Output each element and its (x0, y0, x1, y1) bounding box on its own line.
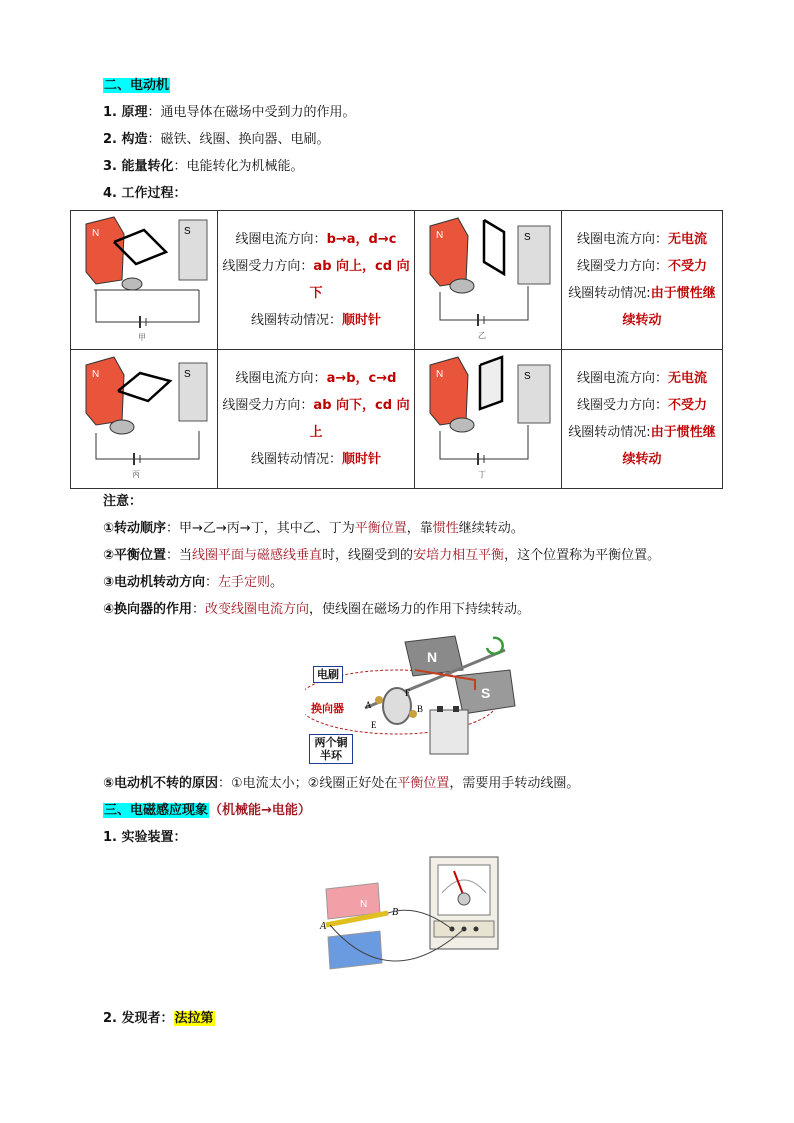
rotation-arrow-icon (487, 638, 503, 654)
note-highlight: 惯性 (432, 521, 459, 536)
note-text: ： (205, 575, 219, 590)
figure-cell-yi (415, 211, 562, 350)
force-value: ab 向下，cd 向上 (309, 398, 410, 440)
magnet-n-label: N (427, 649, 438, 665)
notes-title: 注意： (103, 494, 143, 509)
note-text: ：①电流太小；②线圈正好处在 (218, 776, 398, 791)
discoverer-label: 2. 发现者 (103, 1011, 161, 1026)
state-cell-jia (218, 211, 415, 350)
structure-line (103, 131, 330, 149)
note-label: ⑤电动机不转的原因 (103, 776, 219, 791)
note-highlight: 平衡位置 (354, 521, 407, 536)
current-value: 无电流 (668, 371, 708, 386)
rotation-value: 顺时针 (342, 313, 382, 328)
note-text: ，使线圈在磁场力的作用下持续转动。 (309, 602, 531, 617)
heading-suffix: （机械能→电能） (209, 803, 311, 818)
svg-text:S: S (184, 369, 191, 380)
point-a-label: A (365, 700, 372, 710)
heading-text: 二、电动机 (104, 78, 170, 93)
note-2 (103, 547, 660, 565)
rotation-value: 由于惯性继续转动 (622, 286, 716, 328)
force-value: 不受力 (668, 259, 708, 274)
section-heading-motor (103, 77, 170, 95)
point-a-label: A (320, 921, 327, 932)
note-4 (103, 601, 530, 619)
motor-diagram-bing (74, 351, 214, 483)
discoverer-line (103, 1010, 215, 1028)
figure-cell-ding (415, 350, 562, 489)
figure-cell-jia (71, 211, 218, 350)
principle-label: 1. 原理 (103, 105, 148, 120)
current-value: b→a，d→c (326, 232, 397, 247)
setup-line (103, 829, 187, 847)
svg-text:S: S (184, 226, 191, 237)
figure-caption: 丙 (132, 470, 140, 479)
discoverer-colon: ： (160, 1011, 174, 1026)
svg-text:N: N (92, 228, 100, 239)
induction-apparatus-figure (318, 853, 504, 998)
structure-label: 2. 构造 (103, 132, 148, 147)
process-colon: ： (173, 186, 187, 201)
note-highlight: 左手定则 (218, 575, 271, 590)
copper-ring-label: 两个铜半环 (309, 734, 353, 764)
rotation-label: 线圈转动情况： (250, 313, 342, 328)
force-label: 线圈受力方向： (222, 259, 314, 274)
state-cell-ding (562, 350, 723, 489)
svg-text:N: N (436, 230, 444, 241)
current-value: 无电流 (668, 232, 708, 247)
figure-caption: 乙 (478, 331, 486, 340)
induction-illustration (318, 853, 504, 998)
force-label: 线圈受力方向： (576, 398, 668, 413)
table-row (71, 350, 723, 489)
figure-caption: 丁 (478, 470, 486, 479)
note-highlight: 线圈平面与磁感线垂直 (192, 548, 323, 563)
svg-text:S: S (524, 232, 531, 243)
energy-line (103, 158, 304, 176)
state-cell-yi (562, 211, 723, 350)
note-3 (103, 574, 283, 592)
notes-title-text: 注意 (103, 494, 130, 509)
current-label: 线圈电流方向： (235, 232, 327, 247)
point-b-label: B (392, 907, 399, 918)
svg-text:N: N (92, 369, 100, 380)
figure-cell-bing (71, 350, 218, 489)
brush-label: 电刷 (313, 666, 343, 683)
note-text: ：当 (166, 548, 193, 563)
note-text: ，靠 (406, 521, 433, 536)
point-b-label: B (417, 704, 424, 714)
force-label: 线圈受力方向： (222, 398, 314, 413)
energy-text: ：电能转化为机械能。 (173, 159, 304, 174)
point-f-label: F (405, 688, 411, 698)
setup-label: 1. 实验装置 (103, 830, 174, 845)
note-highlight: 平衡位置 (397, 776, 450, 791)
process-label: 4. 工作过程 (103, 186, 174, 201)
note-5 (103, 775, 579, 793)
setup-colon: ： (173, 830, 187, 845)
current-label: 线圈电流方向： (235, 371, 327, 386)
svg-text:S: S (524, 371, 531, 382)
structure-text: ：磁铁、线圈、换向器、电刷。 (147, 132, 330, 147)
note-label: ①转动顺序 (103, 521, 167, 536)
current-value: a→b，c→d (326, 371, 397, 386)
current-label: 线圈电流方向： (576, 371, 668, 386)
energy-label: 3. 能量转化 (103, 159, 174, 174)
rotation-label: 线圈转动情况: (568, 425, 651, 440)
discoverer-name: 法拉第 (174, 1011, 214, 1026)
commutator-label: 换向器 (311, 702, 344, 715)
current-label: 线圈电流方向： (576, 232, 668, 247)
note-highlight: 改变线圈电流方向 (205, 602, 310, 617)
table-row (71, 211, 723, 350)
motor-diagram-ding (418, 351, 558, 483)
note-text: 。 (270, 575, 284, 590)
motor-diagram-jia (74, 212, 214, 344)
process-line (103, 185, 187, 203)
force-label: 线圈受力方向： (576, 259, 668, 274)
rotation-value: 顺时针 (342, 452, 382, 467)
rotation-label: 线圈转动情况: (568, 286, 651, 301)
force-value: 不受力 (668, 398, 708, 413)
note-text: ，需要用手转动线圈。 (449, 776, 580, 791)
principle-line (103, 104, 356, 122)
section-heading-induction (103, 802, 311, 820)
motor-diagram-yi (418, 212, 558, 344)
principle-text: ：通电导体在磁场中受到力的作用。 (147, 105, 356, 120)
note-label: ②平衡位置 (103, 548, 167, 563)
motor-commutator-figure (305, 630, 530, 770)
force-value: ab 向上，cd 向下 (309, 259, 410, 301)
note-label: ④换向器的作用 (103, 602, 193, 617)
process-table (70, 210, 723, 489)
magnet-s-label: S (481, 685, 491, 701)
magnet-n-label: N (360, 899, 368, 910)
note-text: ： (192, 602, 206, 617)
svg-text:N: N (436, 369, 444, 380)
note-text: ：甲→乙→丙→丁，其中乙、丁为 (166, 521, 355, 536)
note-text: ，这个位置称为平衡位置。 (504, 548, 661, 563)
state-cell-bing (218, 350, 415, 489)
note-label: ③电动机转动方向 (103, 575, 206, 590)
figure-caption: 甲 (138, 333, 146, 342)
rotation-value: 由于惯性继续转动 (622, 425, 716, 467)
note-highlight: 安培力相互平衡 (413, 548, 505, 563)
note-1 (103, 520, 524, 538)
rotation-label: 线圈转动情况： (250, 452, 342, 467)
note-text: 继续转动。 (458, 521, 524, 536)
point-e-label: E (371, 720, 377, 730)
heading-text: 三、电磁感应现象 (104, 803, 209, 818)
note-text: 时，线圈受到的 (322, 548, 414, 563)
